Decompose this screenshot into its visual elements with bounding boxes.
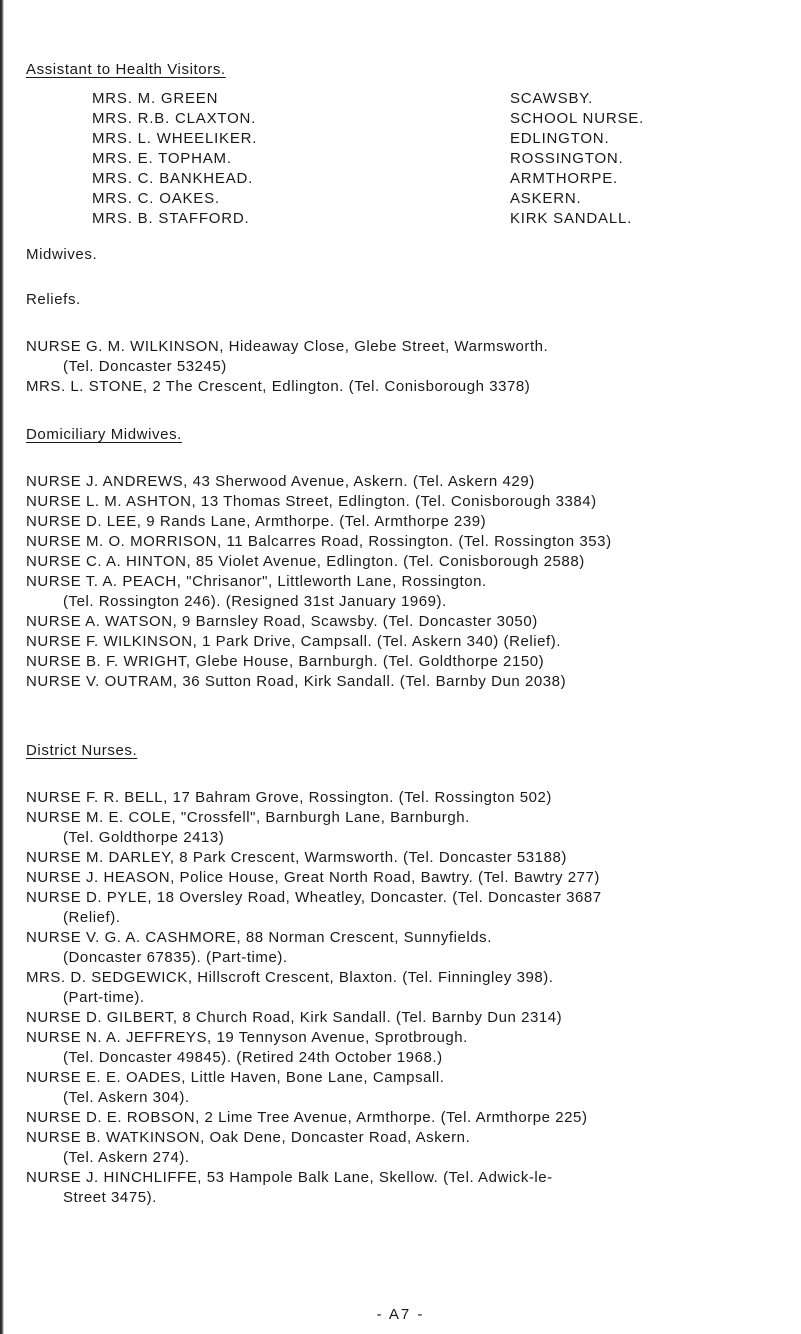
- assistant-name: MRS. M. GREEN: [92, 90, 219, 107]
- domiciliary-midwives-list: [26, 472, 796, 692]
- nurse-entry: [26, 928, 796, 968]
- assistant-name: MRS. C. OAKES.: [92, 190, 220, 207]
- entry-line: NURSE B. WATKINSON, Oak Dene, Doncaster Road, Askern.: [26, 1129, 471, 1146]
- heading-assistant-health-visitors: Assistant to Health Visitors.: [26, 61, 226, 78]
- entry-line: NURSE J. HEASON, Police House, Great North Road, Bawtry. (Tel. Bawtry 277): [26, 869, 600, 886]
- nurse-entry: [26, 1068, 796, 1108]
- assistant-place: ASKERN.: [510, 190, 582, 207]
- nurse-entry: [26, 572, 796, 612]
- heading-reliefs: Reliefs.: [26, 291, 81, 308]
- entry-line: MRS. L. STONE, 2 The Crescent, Edlington. (Tel. Conisborough 3378): [26, 378, 531, 395]
- assistant-name: MRS. B. STAFFORD.: [92, 210, 250, 227]
- entry-line: NURSE D. LEE, 9 Rands Lane, Armthorpe. (Tel. Armthorpe 239): [26, 513, 487, 530]
- nurse-entry: [26, 788, 796, 808]
- entry-continuation-line: (Tel. Rossington 246). (Resigned 31st January 1969).: [63, 593, 447, 610]
- entry-continuation-line: (Doncaster 67835). (Part-time).: [63, 949, 288, 966]
- entry-continuation-line: Street 3475).: [63, 1189, 157, 1206]
- entry-line: NURSE F. WILKINSON, 1 Park Drive, Campsall. (Tel. Askern 340) (Relief).: [26, 633, 562, 650]
- assistant-place: ARMTHORPE.: [510, 170, 619, 187]
- entry-continuation-line: (Tel. Askern 304).: [63, 1089, 190, 1106]
- entry-line: NURSE C. A. HINTON, 85 Violet Avenue, Edlington. (Tel. Conisborough 2588): [26, 553, 585, 570]
- nurse-entry: [26, 868, 796, 888]
- entry-line: NURSE J. ANDREWS, 43 Sherwood Avenue, Askern. (Tel. Askern 429): [26, 473, 535, 490]
- nurse-entry: [26, 492, 796, 512]
- entry-line: NURSE F. R. BELL, 17 Bahram Grove, Rossington. (Tel. Rossington 502): [26, 789, 552, 806]
- entry-continuation-line: (Tel. Doncaster 53245): [63, 358, 227, 375]
- district-nurses-list: [26, 788, 796, 1208]
- page-edge-shadow: [0, 0, 4, 1334]
- entry-line: NURSE J. HINCHLIFFE, 53 Hampole Balk Lane, Skellow. (Tel. Adwick-le-: [26, 1169, 553, 1186]
- nurse-entry: [26, 512, 796, 532]
- nurse-entry: [26, 808, 796, 848]
- entry-line: NURSE V. OUTRAM, 36 Sutton Road, Kirk Sandall. (Tel. Barnby Dun 2038): [26, 673, 567, 690]
- nurse-entry: [26, 472, 796, 492]
- entry-line: NURSE M. E. COLE, "Crossfell", Barnburgh Lane, Barnburgh.: [26, 809, 470, 826]
- entry-line: NURSE D. E. ROBSON, 2 Lime Tree Avenue, Armthorpe. (Tel. Armthorpe 225): [26, 1109, 588, 1126]
- reliefs-list: [26, 337, 796, 397]
- entry-line: MRS. D. SEDGEWICK, Hillscroft Crescent, Blaxton. (Tel. Finningley 398).: [26, 969, 554, 986]
- nurse-entry: [26, 672, 796, 692]
- assistant-name: MRS. R.B. CLAXTON.: [92, 110, 257, 127]
- assistant-name: MRS. L. WHEELIKER.: [92, 130, 258, 147]
- entry-line: NURSE D. PYLE, 18 Oversley Road, Wheatley, Doncaster. (Tel. Doncaster 3687: [26, 889, 602, 906]
- nurse-entry: [26, 1008, 796, 1028]
- entry-line: NURSE D. GILBERT, 8 Church Road, Kirk Sandall. (Tel. Barnby Dun 2314): [26, 1009, 563, 1026]
- entry-continuation-line: (Relief).: [63, 909, 121, 926]
- nurse-entry: [26, 1128, 796, 1168]
- nurse-entry: [26, 532, 796, 552]
- nurse-entry: [26, 612, 796, 632]
- entry-continuation-line: (Tel. Askern 274).: [63, 1149, 190, 1166]
- assistant-place: EDLINGTON.: [510, 130, 610, 147]
- nurse-entry: [26, 632, 796, 652]
- assistant-place: ROSSINGTON.: [510, 150, 624, 167]
- nurse-entry: [26, 337, 796, 377]
- assistant-name: MRS. C. BANKHEAD.: [92, 170, 254, 187]
- nurse-entry: [26, 1168, 796, 1208]
- entry-continuation-line: (Part-time).: [63, 989, 145, 1006]
- assistant-place: KIRK SANDALL.: [510, 210, 633, 227]
- nurse-entry: [26, 888, 796, 928]
- entry-line: NURSE V. G. A. CASHMORE, 88 Norman Crescent, Sunnyfields.: [26, 929, 492, 946]
- assistant-place: SCHOOL NURSE.: [510, 110, 645, 127]
- entry-continuation-line: (Tel. Goldthorpe 2413): [63, 829, 225, 846]
- entry-line: NURSE M. O. MORRISON, 11 Balcarres Road, Rossington. (Tel. Rossington 353): [26, 533, 612, 550]
- nurse-entry: [26, 1028, 796, 1068]
- nurse-entry: [26, 552, 796, 572]
- nurse-entry: [26, 1108, 796, 1128]
- nurse-entry: [26, 968, 796, 1008]
- assistant-place: SCAWSBY.: [510, 90, 594, 107]
- nurse-entry: [26, 652, 796, 672]
- entry-line: NURSE G. M. WILKINSON, Hideaway Close, Glebe Street, Warmsworth.: [26, 338, 549, 355]
- heading-midwives: Midwives.: [26, 246, 98, 263]
- entry-line: NURSE B. F. WRIGHT, Glebe House, Barnburgh. (Tel. Goldthorpe 2150): [26, 653, 545, 670]
- entry-line: NURSE E. E. OADES, Little Haven, Bone Lane, Campsall.: [26, 1069, 445, 1086]
- heading-district-nurses: District Nurses.: [26, 742, 138, 759]
- entry-line: NURSE M. DARLEY, 8 Park Crescent, Warmsworth. (Tel. Doncaster 53188): [26, 849, 567, 866]
- page-number: - A7 -: [376, 1306, 425, 1323]
- entry-line: NURSE T. A. PEACH, "Chrisanor", Littleworth Lane, Rossington.: [26, 573, 487, 590]
- entry-line: NURSE L. M. ASHTON, 13 Thomas Street, Edlington. (Tel. Conisborough 3384): [26, 493, 597, 510]
- heading-domiciliary-midwives: Domiciliary Midwives.: [26, 426, 182, 443]
- nurse-entry: [26, 377, 796, 397]
- nurse-entry: [26, 848, 796, 868]
- entry-line: NURSE A. WATSON, 9 Barnsley Road, Scawsby. (Tel. Doncaster 3050): [26, 613, 538, 630]
- entry-line: NURSE N. A. JEFFREYS, 19 Tennyson Avenue, Sprotbrough.: [26, 1029, 468, 1046]
- assistant-name: MRS. E. TOPHAM.: [92, 150, 232, 167]
- entry-continuation-line: (Tel. Doncaster 49845). (Retired 24th October 1968.): [63, 1049, 443, 1066]
